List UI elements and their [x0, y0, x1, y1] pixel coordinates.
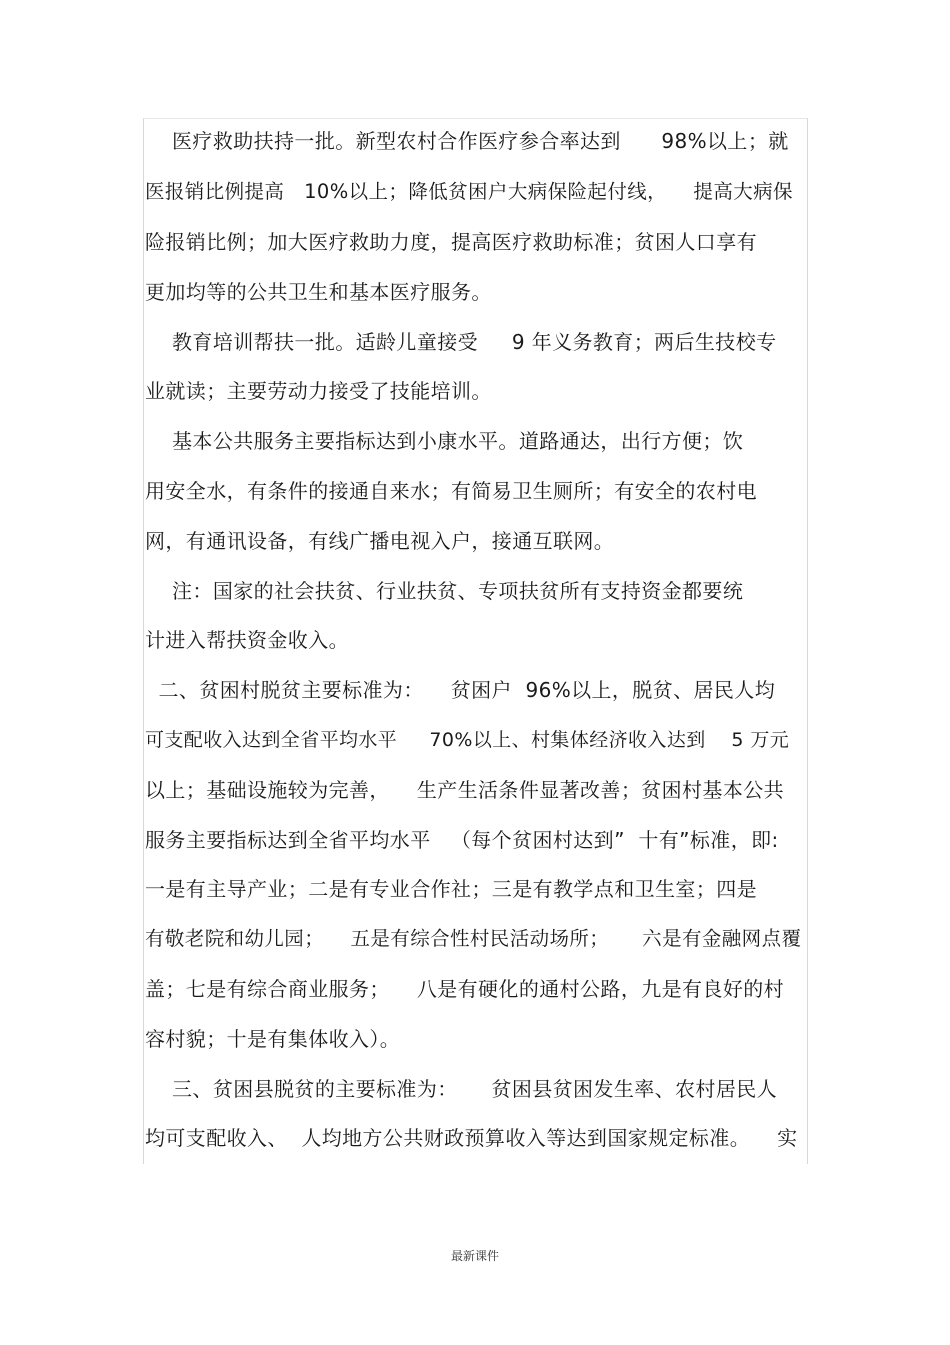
text-line: 三、贫困县脱贫的主要标准为： 贫困县贫困发生率、农村居民人 — [145, 1077, 778, 1101]
text-line: 二、贫困村脱贫主要标准为： 贫困户 96%以上，脱贫、居民人均 — [145, 678, 776, 702]
text-line: 以上；基础设施较为完善， 生产生活条件显著改善；贫困村基本公共 — [145, 778, 785, 802]
text-line: 注：国家的社会扶贫、行业扶贫、专项扶贫所有支持资金都要统 — [145, 579, 744, 603]
text-line: 有敬老院和幼儿园； 五是有综合性村民活动场所； 六是有金融网点覆 — [145, 927, 802, 950]
text-line: 计进入帮扶资金收入。 — [145, 628, 349, 652]
text-line: 可支配收入达到全省平均水平 70%以上、村集体经济收入达到 5 万元 — [145, 729, 790, 751]
text-line: 更加均等的公共卫生和基本医疗服务。 — [145, 280, 492, 304]
text-line: 险报销比例；加大医疗救助力度，提高医疗救助标准；贫困人口享有 — [145, 230, 757, 254]
text-line: 一是有主导产业；二是有专业合作社；三是有教学点和卫生室；四是 — [145, 877, 757, 901]
text-line: 网，有通讯设备，有线广播电视入户，接通互联网。 — [145, 529, 615, 553]
text-line: 教育培训帮扶一批。适龄儿童接受 9 年义务教育；两后生技校专 — [145, 330, 777, 354]
text-line: 容村貌；十是有集体收入）。 — [145, 1027, 401, 1051]
text-line: 医报销比例提高 10%以上；降低贫困户大病保险起付线， 提高大病保 — [145, 180, 793, 203]
text-line: 基本公共服务主要指标达到小康水平。道路通达，出行方便；饮 — [145, 429, 744, 453]
text-line: 业就读；主要劳动力接受了技能培训。 — [145, 379, 492, 403]
text-line: 医疗救助扶持一批。新型农村合作医疗参合率达到 98%以上；就 — [145, 129, 789, 153]
text-line: 盖；七是有综合商业服务； 八是有硬化的通村公路，九是有良好的村 — [145, 977, 785, 1001]
text-line: 用安全水，有条件的接通自来水；有简易卫生厕所；有安全的农村电 — [145, 479, 757, 503]
page-footer: 最新课件 — [450, 1249, 499, 1263]
text-line: 服务主要指标达到全省平均水平 （每个贫困村达到” 十有”标准，即: — [145, 828, 779, 852]
text-line: 均可支配收入、 人均地方公共财政预算收入等达到国家规定标准。 实 — [145, 1126, 798, 1150]
